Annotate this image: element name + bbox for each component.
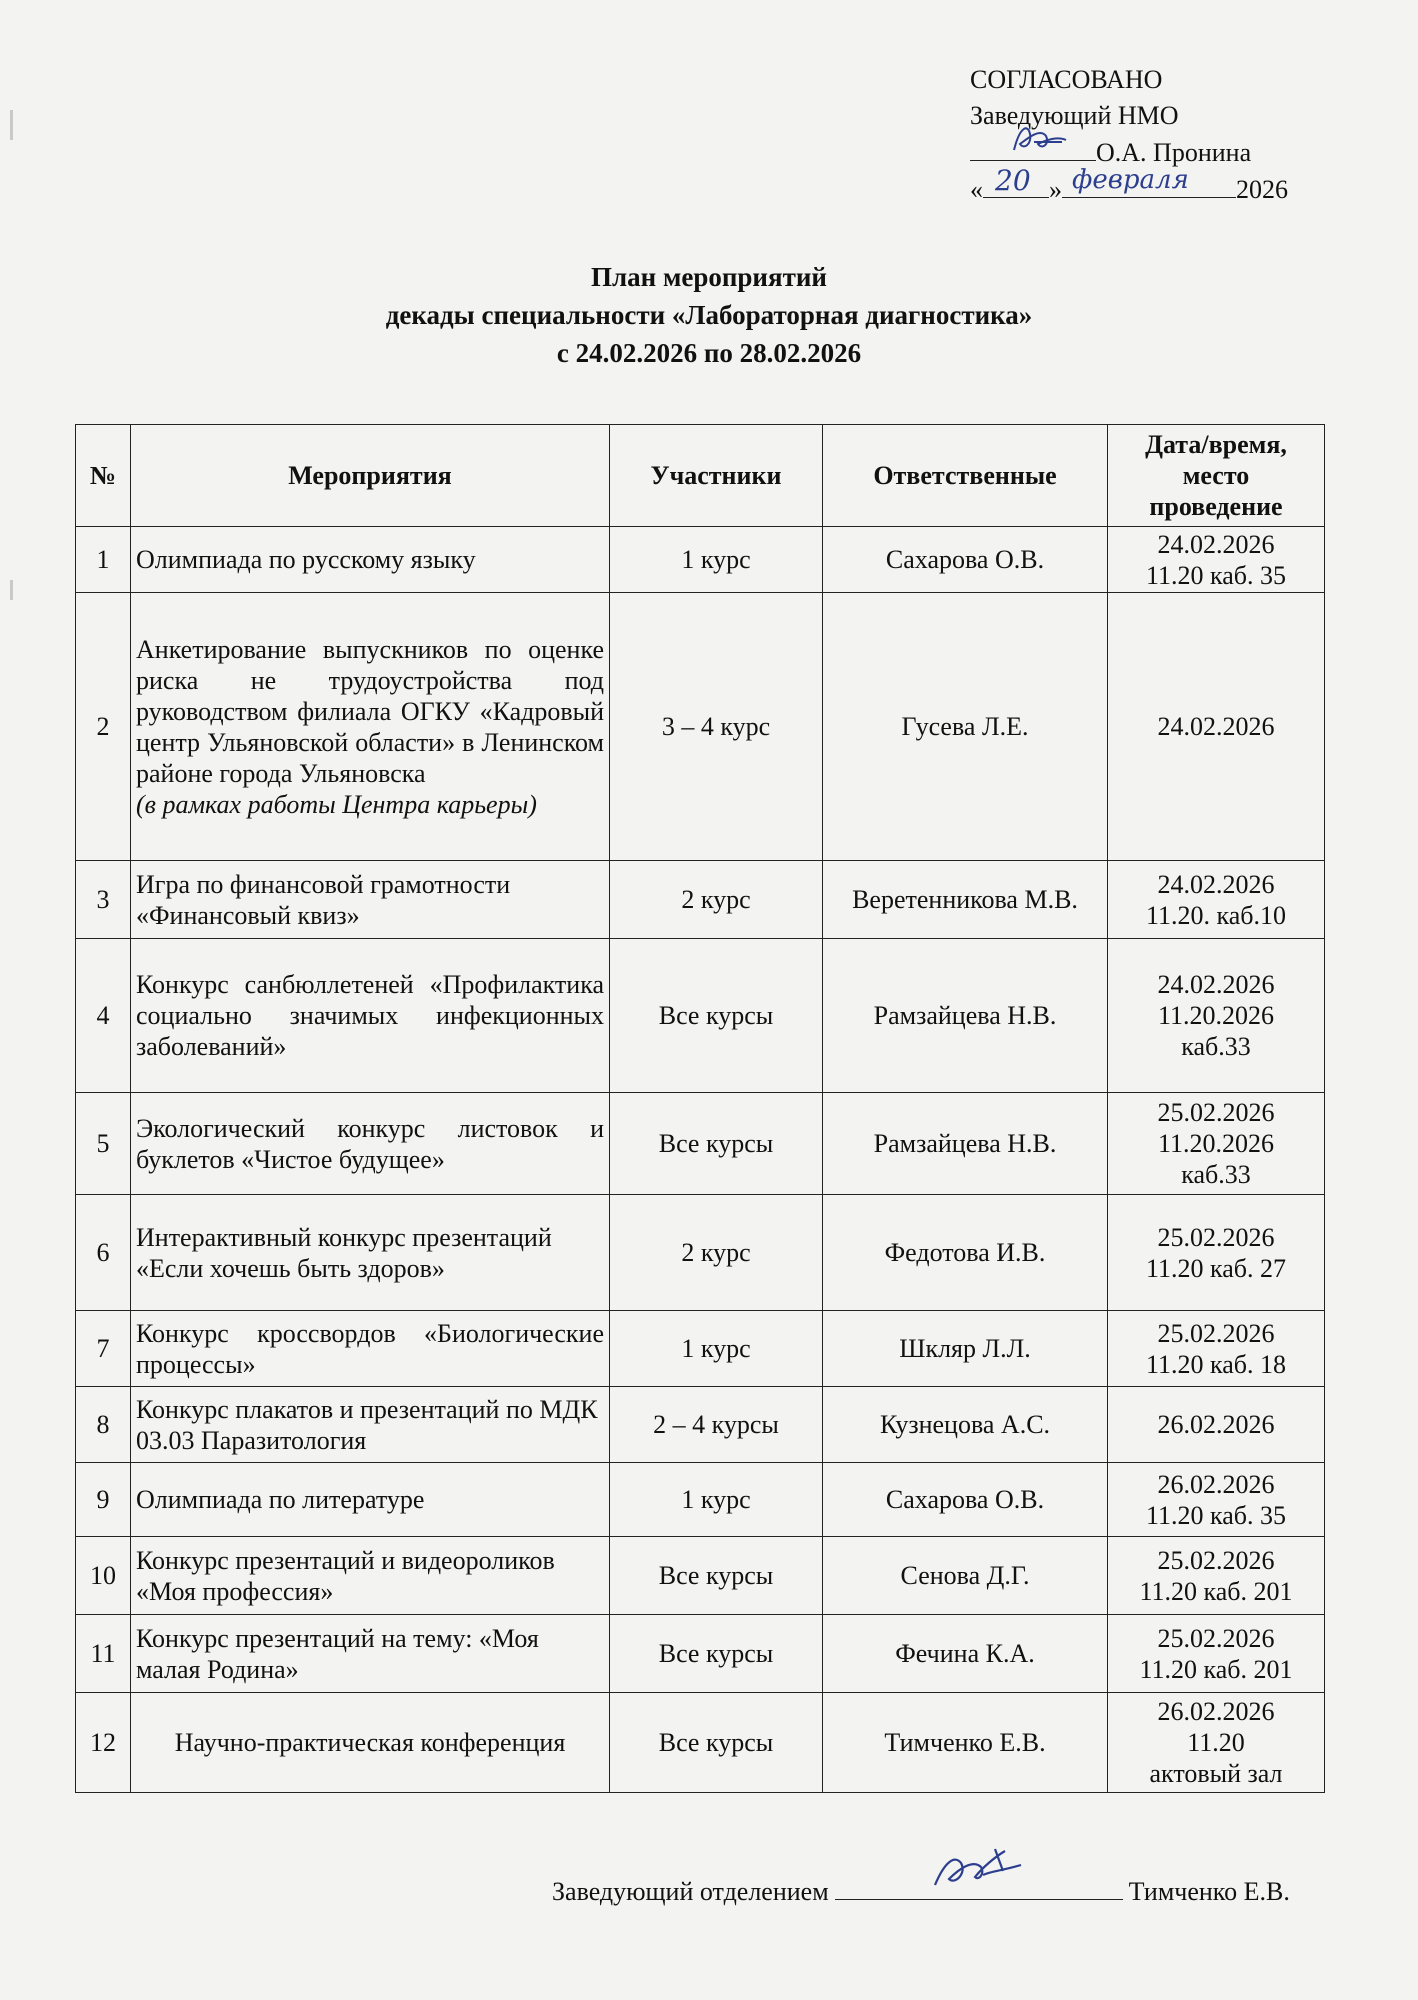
- row-responsible: Федотова И.В.: [823, 1195, 1108, 1311]
- row-date-line: 25.02.2026: [1157, 1222, 1275, 1252]
- row-responsible: Тимченко Е.В.: [823, 1693, 1108, 1793]
- row-num: 12: [76, 1693, 131, 1793]
- footer-position: Заведующий отделением: [552, 1877, 829, 1906]
- table-row: [76, 527, 1325, 593]
- scan-margin-mark: [10, 580, 13, 600]
- table-row: [76, 1615, 1325, 1693]
- row-participants: 2 курс: [610, 1195, 823, 1311]
- row-responsible: Рамзайцева Н.В.: [823, 1093, 1108, 1195]
- row-date-line: 11.20 каб. 35: [1145, 560, 1287, 590]
- row-responsible: Гусева Л.Е.: [823, 593, 1108, 861]
- document-title: [0, 258, 1418, 372]
- row-num: 1: [76, 527, 131, 593]
- scan-margin-mark: [10, 110, 13, 140]
- row-date-line: каб.33: [1181, 1032, 1251, 1061]
- row-date-line: 11.20.2026: [1157, 1129, 1275, 1158]
- row-responsible: Веретенникова М.В.: [823, 861, 1108, 939]
- row-num: 8: [76, 1387, 131, 1463]
- date-day-handwritten: 20: [995, 164, 1031, 197]
- row-date-line: 24.02.2026: [1157, 529, 1275, 559]
- row-event: Конкурс презентаций на тему: «Моя малая Родина»: [131, 1615, 610, 1693]
- row-responsible: Сахарова О.В.: [823, 527, 1108, 593]
- row-date: [1108, 1195, 1325, 1311]
- row-date-line: 11.20 каб. 201: [1139, 1654, 1293, 1684]
- row-date: [1108, 861, 1325, 939]
- title-line-3: с 24.02.2026 по 28.02.2026: [556, 338, 862, 368]
- row-date-line: 11.20 каб. 18: [1145, 1349, 1287, 1379]
- row-num: 7: [76, 1311, 131, 1387]
- header-num: №: [76, 425, 131, 527]
- row-date-line: 11.20.2026: [1157, 1001, 1275, 1030]
- row-date-line: 11.20 каб. 35: [1145, 1500, 1287, 1530]
- row-date-line: 11.20: [1187, 1728, 1245, 1757]
- approval-block: [970, 62, 1390, 208]
- table-row: [76, 1387, 1325, 1463]
- row-event: Конкурс плакатов и презентаций по МДК 03.03 Паразитология: [131, 1387, 610, 1463]
- table-header-row: [76, 425, 1325, 527]
- row-date-line: 26.02.2026: [1157, 1469, 1275, 1499]
- table-row: [76, 1463, 1325, 1537]
- row-date: [1108, 527, 1325, 593]
- row-num: 6: [76, 1195, 131, 1311]
- row-participants: Все курсы: [610, 1615, 823, 1693]
- table-row: [76, 939, 1325, 1093]
- row-participants: Все курсы: [610, 939, 823, 1093]
- row-date-line: 25.02.2026: [1157, 1623, 1275, 1653]
- table-row: [76, 1693, 1325, 1793]
- row-participants: 1 курс: [610, 527, 823, 593]
- table-row: [76, 1093, 1325, 1195]
- header-date: Дата/время, место проведение: [1108, 425, 1325, 527]
- row-date: [1108, 593, 1325, 861]
- row-date: [1108, 1463, 1325, 1537]
- row-date-line: каб.33: [1181, 1160, 1251, 1189]
- row-event-text: Анкетирование выпускников по оценке риска не трудоустройства под руководством филиала ОГКУ «Кадровый центр Ульяновской области» в Ленинском районе города Ульяновска: [136, 634, 604, 788]
- row-date-line: 24.02.2026: [1157, 970, 1275, 999]
- events-table: [75, 424, 1325, 1793]
- row-date: [1108, 1093, 1325, 1195]
- row-date-line: 25.02.2026: [1157, 1318, 1275, 1348]
- date-close-quote: »: [1049, 175, 1062, 204]
- header-event: Мероприятия: [131, 425, 610, 527]
- row-date: [1108, 1615, 1325, 1693]
- row-participants: Все курсы: [610, 1093, 823, 1195]
- header-responsible: Ответственные: [823, 425, 1108, 527]
- footer-signature-blank: [835, 1875, 1123, 1900]
- row-participants: 1 курс: [610, 1463, 823, 1537]
- row-date: [1108, 1387, 1325, 1463]
- date-day-blank: [983, 164, 1049, 198]
- row-event: [131, 593, 610, 861]
- approval-date: [970, 164, 1390, 208]
- footer-signature-icon: [925, 1841, 1035, 1897]
- row-date: [1108, 1693, 1325, 1793]
- row-responsible: Фечина К.А.: [823, 1615, 1108, 1693]
- row-event: Конкурс презентаций и видеороликов «Моя профессия»: [131, 1537, 610, 1615]
- row-date-line: актовый зал: [1149, 1759, 1283, 1788]
- row-date-line: 25.02.2026: [1157, 1098, 1275, 1127]
- row-event: Олимпиада по русскому языку: [131, 527, 610, 593]
- approval-heading: СОГЛАСОВАНО: [970, 65, 1163, 94]
- table-row: [76, 1195, 1325, 1311]
- row-num: 10: [76, 1537, 131, 1615]
- title-line-1: План мероприятий: [591, 262, 827, 292]
- row-num: 4: [76, 939, 131, 1093]
- row-responsible: Сенова Д.Г.: [823, 1537, 1108, 1615]
- row-date-line: 25.02.2026: [1157, 1545, 1275, 1575]
- date-open-quote: «: [970, 175, 983, 204]
- title-line-2: декады специальности «Лабораторная диагностика»: [385, 300, 1033, 330]
- row-date-line: 11.20 каб. 27: [1145, 1253, 1287, 1283]
- row-date-line: 24.02.2026: [1157, 712, 1275, 741]
- row-num: 3: [76, 861, 131, 939]
- row-date: [1108, 939, 1325, 1093]
- row-participants: 2 курс: [610, 861, 823, 939]
- date-month-blank: [1062, 165, 1236, 198]
- approval-signature-icon: [1006, 120, 1086, 160]
- row-responsible: Шкляр Л.Л.: [823, 1311, 1108, 1387]
- date-year: 2026: [1236, 175, 1288, 204]
- approval-position: Заведующий НМО: [970, 101, 1179, 130]
- row-event: Конкурс санбюллетеней «Профилактика социально значимых инфекционных заболеваний»: [131, 939, 610, 1093]
- row-event: Интерактивный конкурс презентаций «Если хочешь быть здоров»: [131, 1195, 610, 1311]
- row-num: 5: [76, 1093, 131, 1195]
- row-date-line: 24.02.2026: [1157, 869, 1275, 899]
- row-event: Игра по финансовой грамотности «Финансовый квиз»: [131, 861, 610, 939]
- row-participants: 2 – 4 курсы: [610, 1387, 823, 1463]
- date-month-handwritten: февраля: [1072, 165, 1189, 195]
- row-event: Научно-практическая конференция: [131, 1693, 610, 1793]
- table-row: [76, 1537, 1325, 1615]
- row-date-line: 11.20 каб. 201: [1139, 1576, 1293, 1606]
- row-responsible: Кузнецова А.С.: [823, 1387, 1108, 1463]
- row-responsible: Рамзайцева Н.В.: [823, 939, 1108, 1093]
- row-participants: Все курсы: [610, 1537, 823, 1615]
- row-participants: 1 курс: [610, 1311, 823, 1387]
- table-row: [76, 593, 1325, 861]
- row-participants: Все курсы: [610, 1693, 823, 1793]
- approval-signer: О.А. Пронина: [1096, 138, 1252, 167]
- row-num: 9: [76, 1463, 131, 1537]
- row-date-line: 26.02.2026: [1157, 1410, 1275, 1439]
- row-date: [1108, 1537, 1325, 1615]
- row-date: [1108, 1311, 1325, 1387]
- table-row: [76, 861, 1325, 939]
- row-event: Экологический конкурс листовок и буклетов «Чистое будущее»: [131, 1093, 610, 1195]
- row-responsible: Сахарова О.В.: [823, 1463, 1108, 1537]
- footer-signature: [552, 1875, 1290, 1907]
- footer-name: Тимченко Е.В.: [1128, 1877, 1290, 1906]
- row-event: Олимпиада по литературе: [131, 1463, 610, 1537]
- header-participants: Участники: [610, 425, 823, 527]
- row-participants: 3 – 4 курс: [610, 593, 823, 861]
- row-date-line: 11.20. каб.10: [1145, 900, 1287, 930]
- approval-signature-blank: [970, 134, 1096, 161]
- row-num: 2: [76, 593, 131, 861]
- row-date-line: 26.02.2026: [1157, 1697, 1275, 1726]
- row-event-note: (в рамках работы Центра карьеры): [136, 789, 537, 819]
- table-row: [76, 1311, 1325, 1387]
- row-event: Конкурс кроссвордов «Биологические процессы»: [131, 1311, 610, 1387]
- row-num: 11: [76, 1615, 131, 1693]
